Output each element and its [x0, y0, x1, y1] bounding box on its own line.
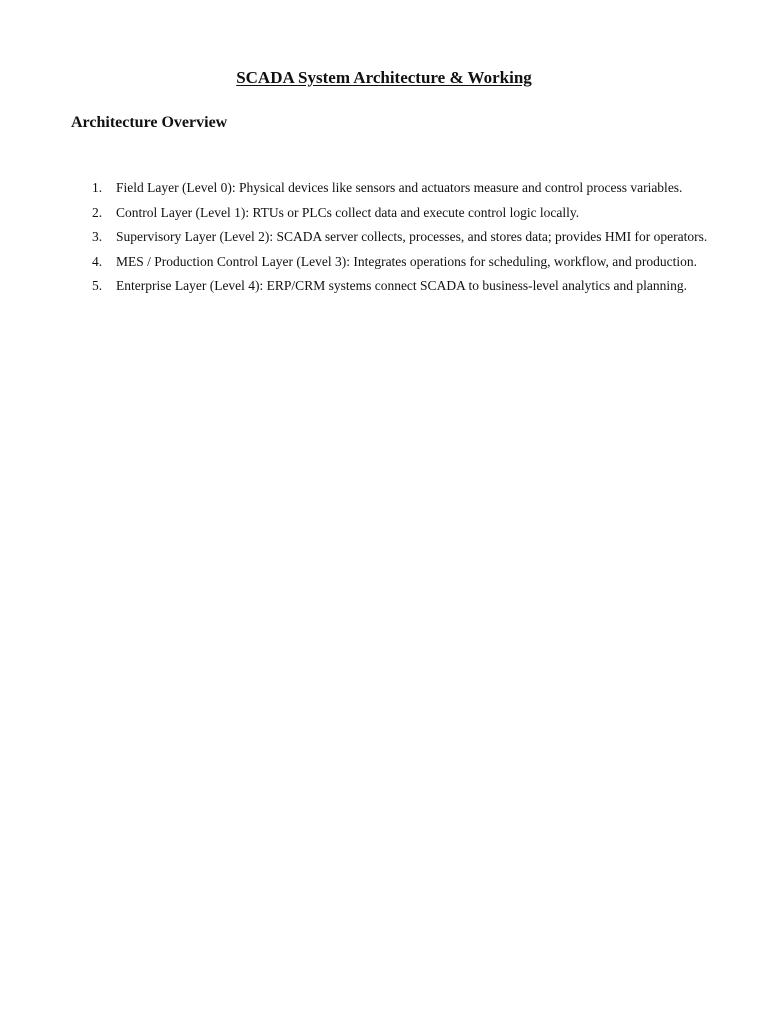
- list-item-field-layer: [92, 176, 720, 201]
- list-item-number: 2.: [92, 204, 103, 220]
- list-item-number: 4.: [92, 253, 103, 269]
- list-item-text: Control Layer (Level 1): RTUs or PLCs collect data and execute control logic locally.: [116, 204, 580, 220]
- list-item-number: 3.: [92, 229, 103, 244]
- list-item-text: Field Layer (Level 0): Physical devices like sensors and actuators measure and control process variables.: [116, 180, 683, 195]
- architecture-layer-list: [92, 176, 720, 299]
- document-title: SCADA System Architecture & Working: [236, 68, 532, 87]
- list-item-number: 1.: [92, 180, 103, 195]
- list-item-mes-layer: [92, 250, 720, 275]
- section-heading: Architecture Overview: [71, 114, 228, 131]
- list-item-control-layer: [92, 201, 720, 226]
- list-item-text: Enterprise Layer (Level 4): ERP/CRM systems connect SCADA to business-level analytics and planning.: [116, 278, 688, 293]
- list-item-supervisory-layer: [92, 225, 720, 250]
- list-item-text: Supervisory Layer (Level 2): SCADA server collects, processes, and stores data; provides HMI for operators.: [116, 229, 708, 244]
- list-item-text: MES / Production Control Layer (Level 3): Integrates operations for scheduling, workflow, and production.: [116, 253, 697, 269]
- list-item-number: 5.: [92, 278, 103, 293]
- list-item-enterprise-layer: [92, 274, 720, 299]
